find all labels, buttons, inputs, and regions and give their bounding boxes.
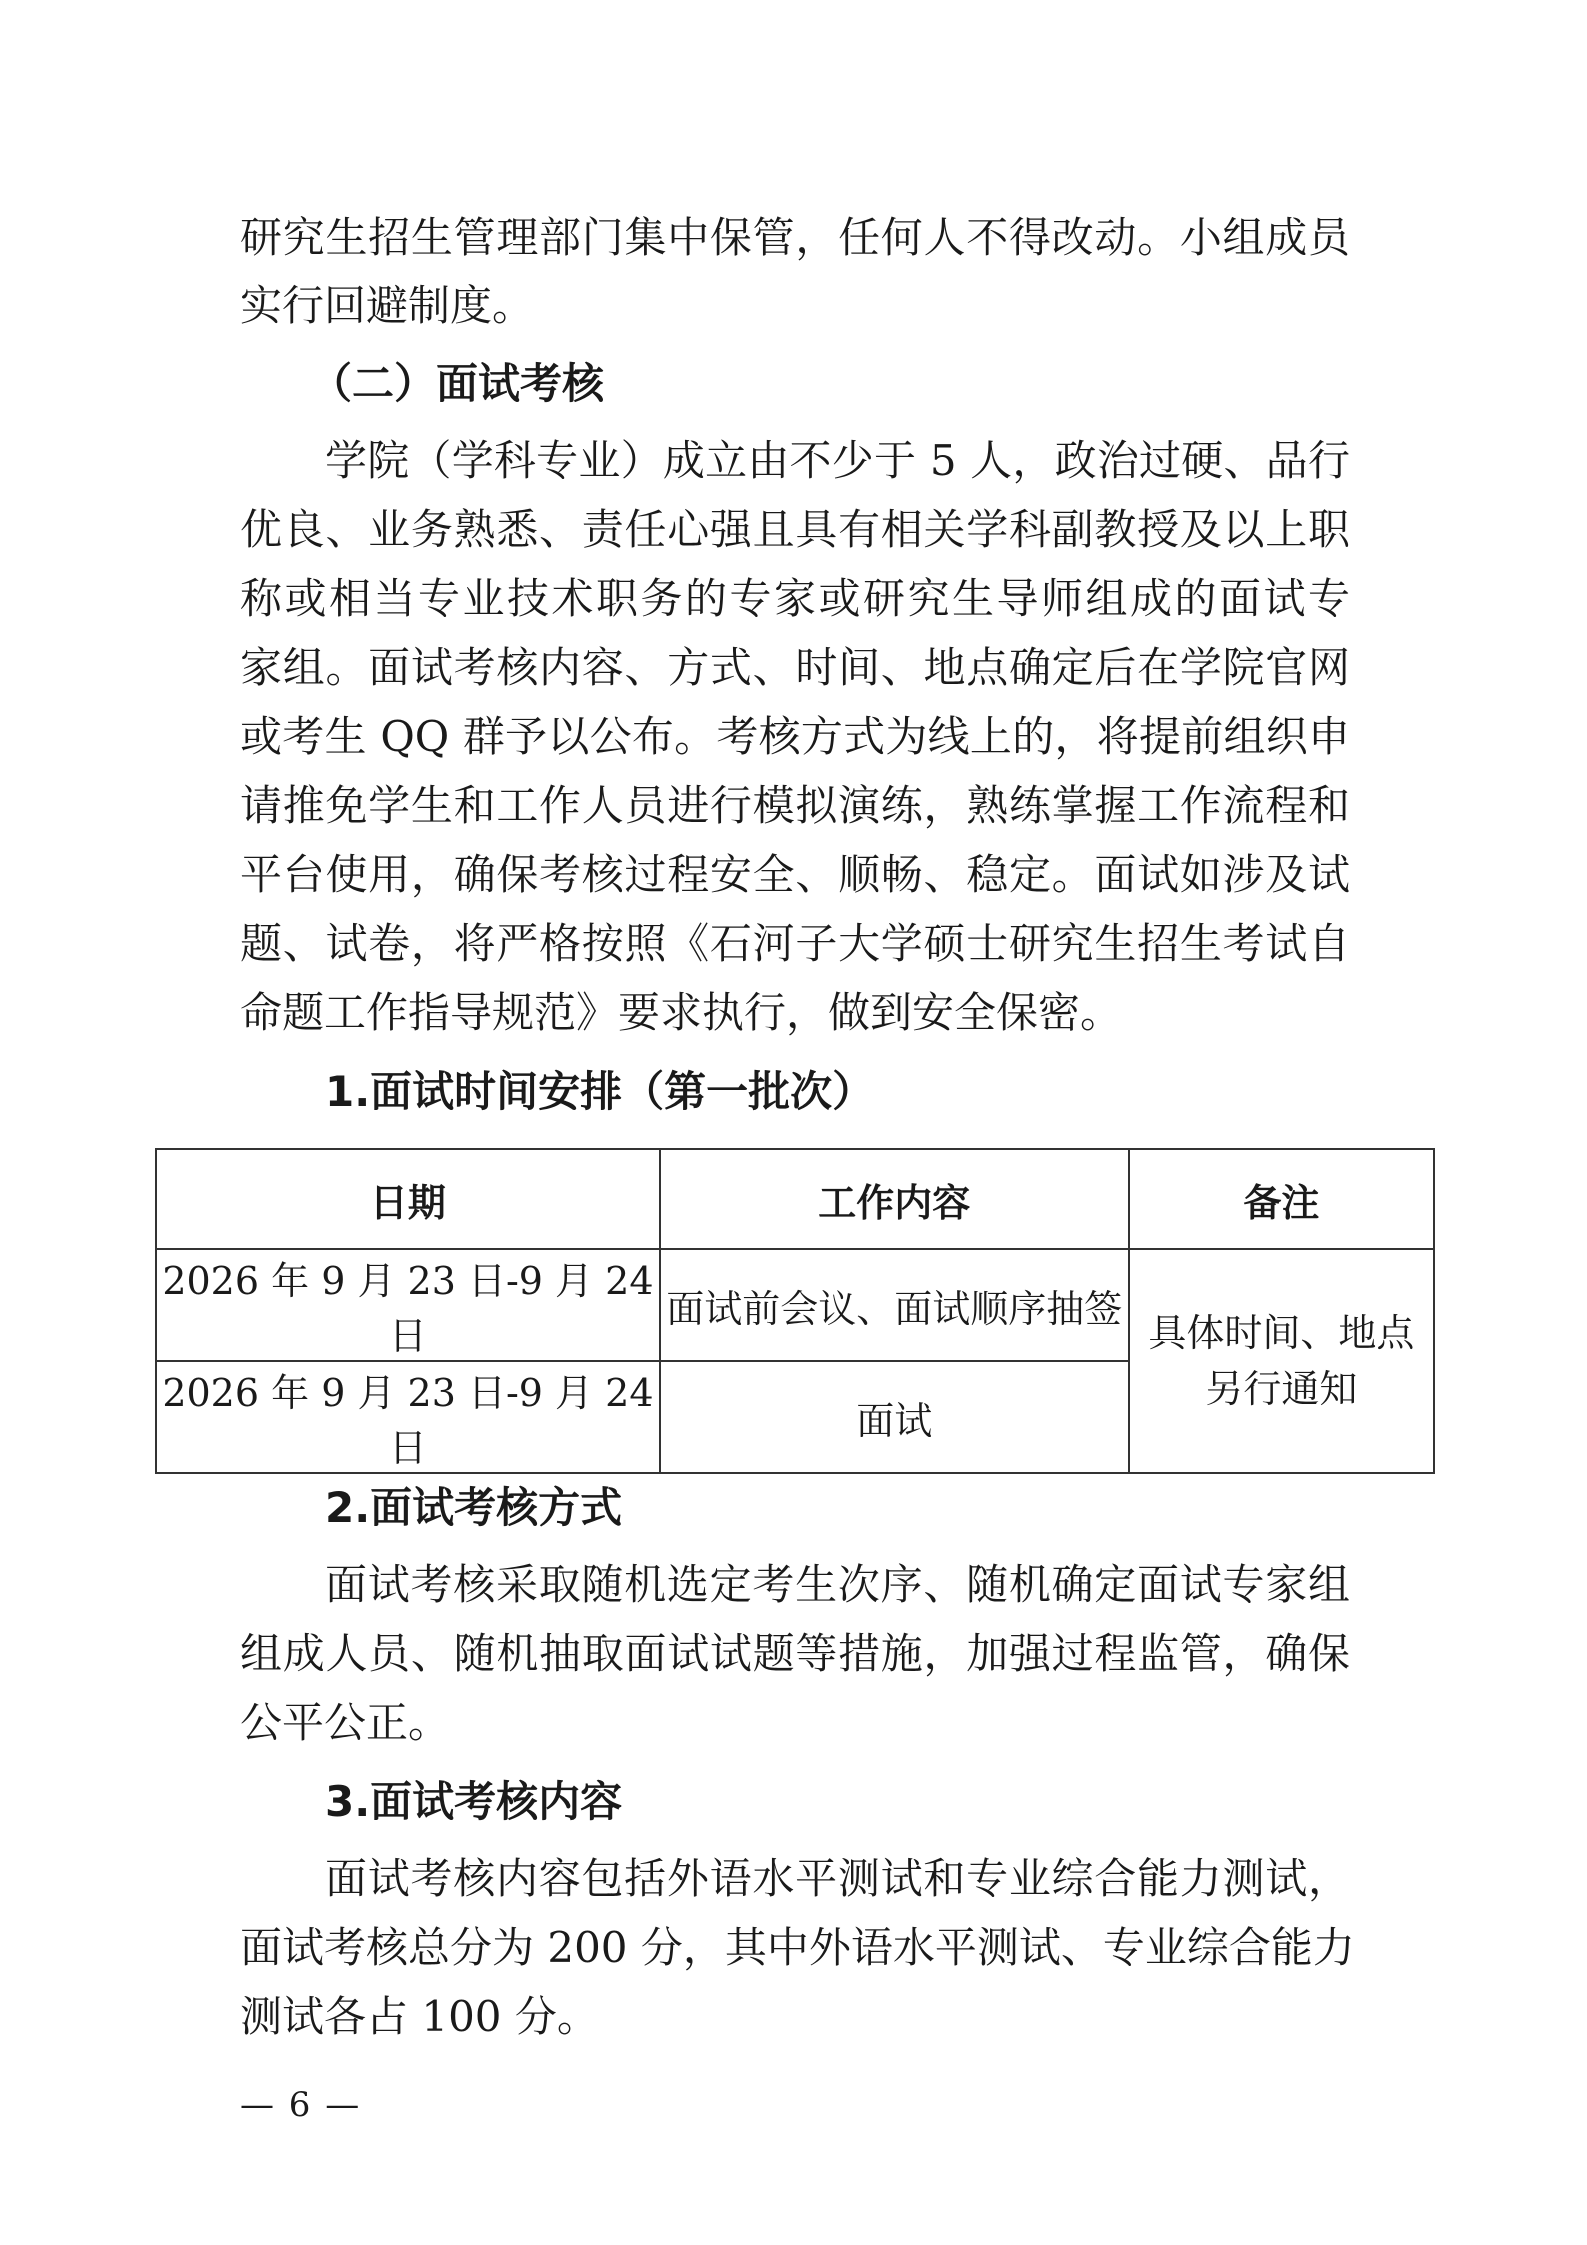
text-line: 测试各占 100 分。 [240, 1992, 599, 2041]
text-line: 命题工作指导规范》要求执行，做到安全保密。 [240, 988, 1123, 1037]
text-line: 组成人员、随机抽取面试试题等措施，加强过程监管，确保 [240, 1629, 1350, 1678]
text-line: 研究生招生管理部门集中保管，任何人不得改动。小组成员 [240, 213, 1350, 262]
text-line: 面试考核总分为 200 分，其中外语水平测试、专业综合能力 [240, 1923, 1355, 1972]
text-line: 家组。面试考核内容、方式、时间、地点确定后在学院官网 [240, 643, 1350, 692]
table-cell-content: 面试 [660, 1361, 1129, 1473]
section-heading: （二）面试考核 [310, 359, 605, 408]
table-cell-note [1129, 1249, 1434, 1473]
subheading-method: 2.面试考核方式 [325, 1483, 623, 1532]
text-line: 公平公正。 [240, 1698, 451, 1747]
table-header-row [156, 1149, 1434, 1249]
subheading-content: 3.面试考核内容 [325, 1777, 623, 1826]
table-cell-date: 2026 年 9 月 23 日-9 月 24 日 [156, 1249, 660, 1361]
text-line: 面试考核采取随机选定考生次序、随机确定面试专家组 [325, 1560, 1350, 1609]
text-line: 实行回避制度。 [240, 281, 535, 330]
page-number: — 6 — [240, 2085, 362, 2125]
text-line: 学院（学科专业）成立由不少于 5 人，政治过硬、品行 [325, 436, 1350, 485]
note-line: 具体时间、地点 [1148, 1311, 1415, 1355]
text-line: 或考生 QQ 群予以公布。考核方式为线上的，将提前组织申 [240, 712, 1350, 761]
table-row [156, 1249, 1434, 1361]
table-header-note: 备注 [1129, 1149, 1434, 1249]
text-line: 请推免学生和工作人员进行模拟演练，熟练掌握工作流程和 [240, 781, 1350, 830]
text-line: 称或相当专业技术职务的专家或研究生导师组成的面试专 [240, 574, 1350, 623]
subheading-schedule: 1.面试时间安排（第一批次） [325, 1067, 875, 1116]
text-line: 平台使用，确保考核过程安全、顺畅、稳定。面试如涉及试 [240, 850, 1350, 899]
table-header-content: 工作内容 [660, 1149, 1129, 1249]
note-line: 另行通知 [1205, 1367, 1358, 1411]
table-header-date: 日期 [156, 1149, 660, 1249]
text-line: 题、试卷，将严格按照《石河子大学硕士研究生招生考试自 [240, 919, 1350, 968]
schedule-table [155, 1148, 1435, 1474]
text-line: 面试考核内容包括外语水平测试和专业综合能力测试， [325, 1854, 1350, 1903]
table-cell-content: 面试前会议、面试顺序抽签 [660, 1249, 1129, 1361]
table-cell-date: 2026 年 9 月 23 日-9 月 24 日 [156, 1361, 660, 1473]
text-line: 优良、业务熟悉、责任心强且具有相关学科副教授及以上职 [240, 505, 1350, 554]
